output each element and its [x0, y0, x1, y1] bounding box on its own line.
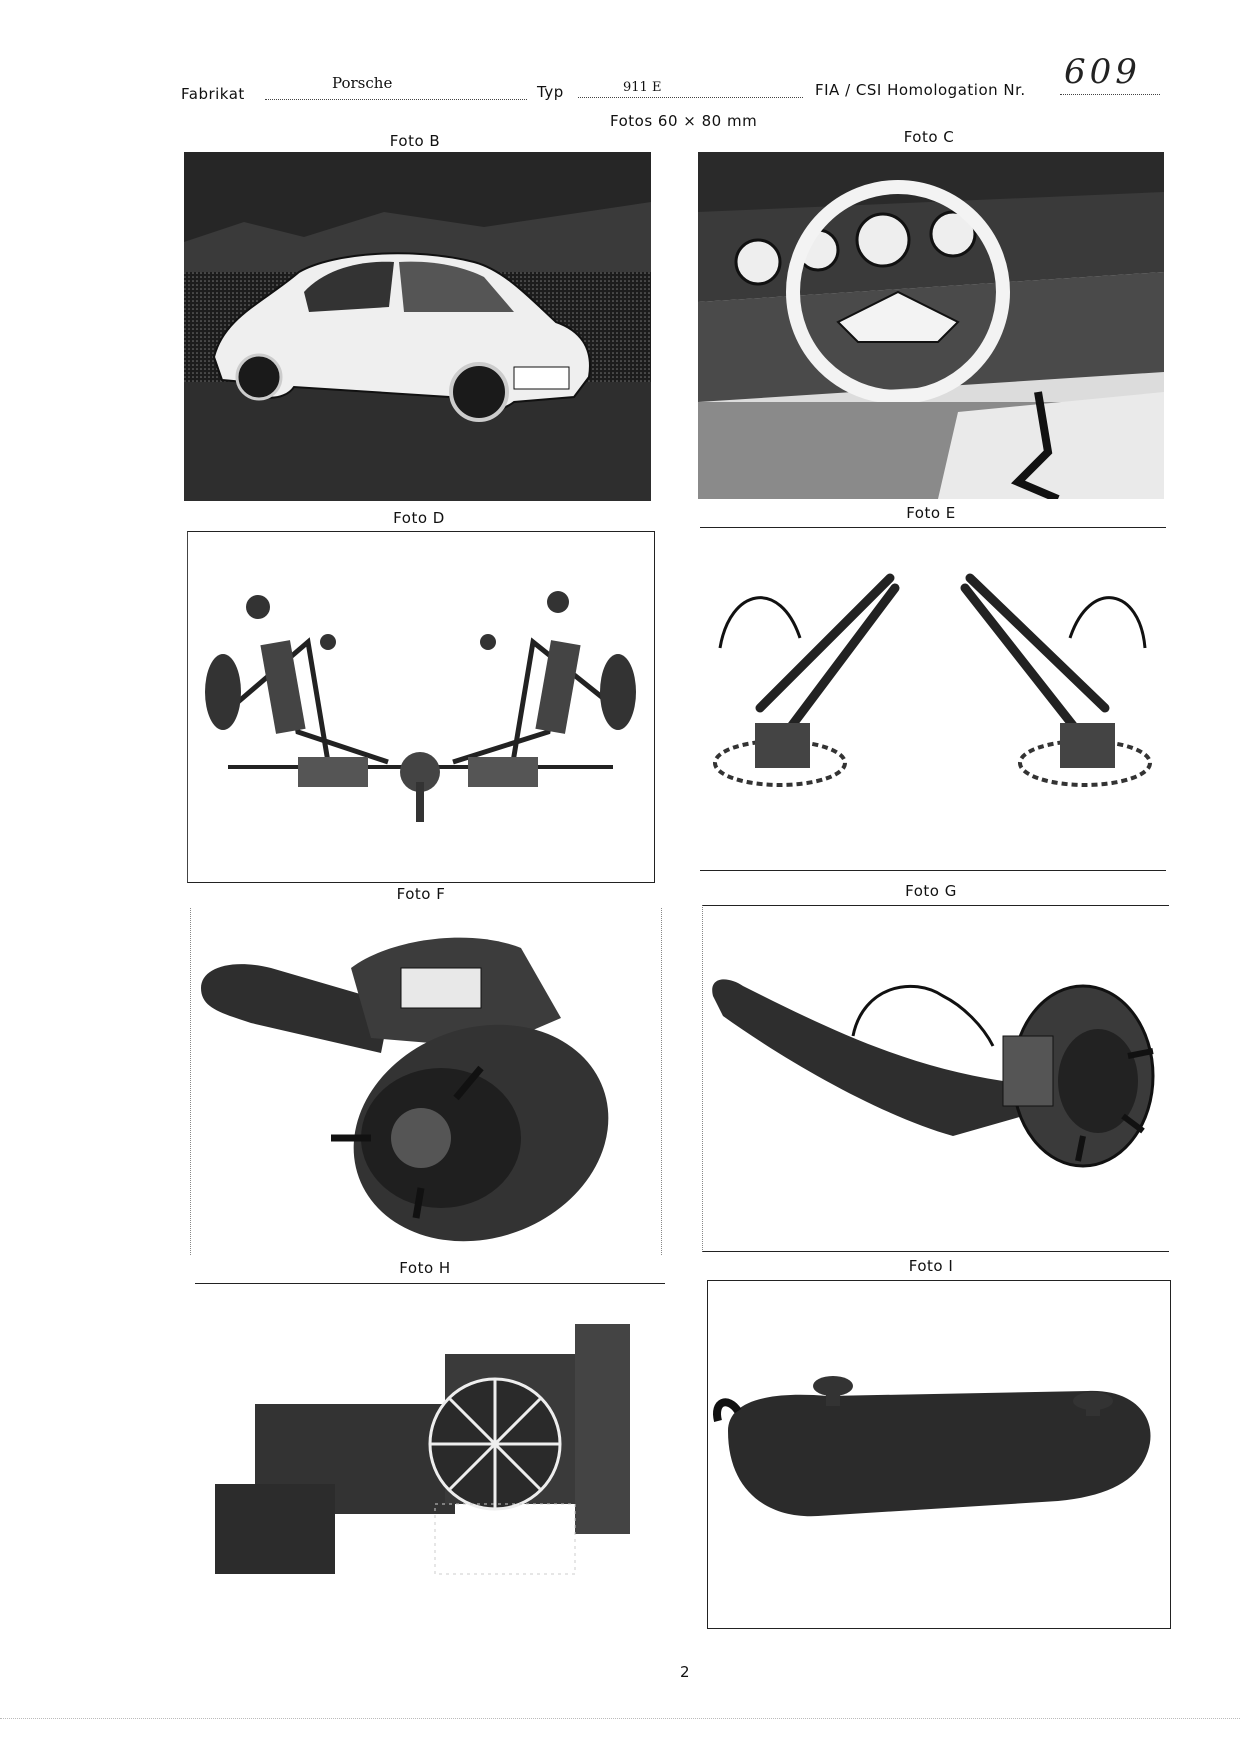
- fabrikat-dotted-line: [265, 99, 527, 100]
- car-rear-view-image: [184, 152, 651, 501]
- fabrikat-value: Porsche: [332, 74, 393, 92]
- caption-foto-g: Foto G: [905, 882, 957, 900]
- photo-foto-c: [698, 152, 1164, 499]
- bottom-scan-edge: [0, 1718, 1240, 1719]
- page-number: 2: [680, 1663, 690, 1681]
- caption-foto-b: Foto B: [389, 132, 441, 150]
- rear-trailing-arm-hub-image: [703, 906, 1169, 1251]
- photo-foto-b: [184, 152, 651, 501]
- rear-suspension-arms-image: [700, 528, 1166, 870]
- front-suspension-image: [188, 532, 654, 882]
- photo-foto-e: [700, 527, 1166, 871]
- typ-dotted-line: [578, 97, 803, 98]
- dashboard-steering-wheel-image: [698, 152, 1164, 499]
- photo-foto-i: [707, 1280, 1171, 1629]
- photo-foto-h: [195, 1283, 665, 1629]
- engine-transmission-image: [195, 1284, 665, 1629]
- caption-foto-h: Foto H: [399, 1259, 451, 1277]
- fabrikat-label: Fabrikat: [181, 85, 245, 103]
- typ-value: 911 E: [623, 80, 662, 95]
- caption-foto-f: Foto F: [396, 885, 446, 903]
- photo-foto-f: [190, 908, 662, 1255]
- homologation-number: 609: [1064, 52, 1141, 92]
- caption-foto-c: Foto C: [903, 128, 955, 146]
- photo-foto-d: [187, 531, 655, 883]
- photo-size-note: Fotos 60 × 80 mm: [610, 112, 758, 130]
- caption-foto-d: Foto D: [393, 509, 445, 527]
- homologation-dotted-line: [1060, 94, 1160, 95]
- caption-foto-i: Foto I: [908, 1257, 954, 1275]
- front-hub-brake-image: [191, 908, 661, 1255]
- caption-foto-e: Foto E: [906, 504, 956, 522]
- homologation-label: FIA / CSI Homologation Nr.: [815, 81, 1026, 99]
- photo-foto-g: [702, 905, 1169, 1252]
- typ-label: Typ: [537, 83, 564, 101]
- exhaust-muffler-image: [708, 1281, 1170, 1628]
